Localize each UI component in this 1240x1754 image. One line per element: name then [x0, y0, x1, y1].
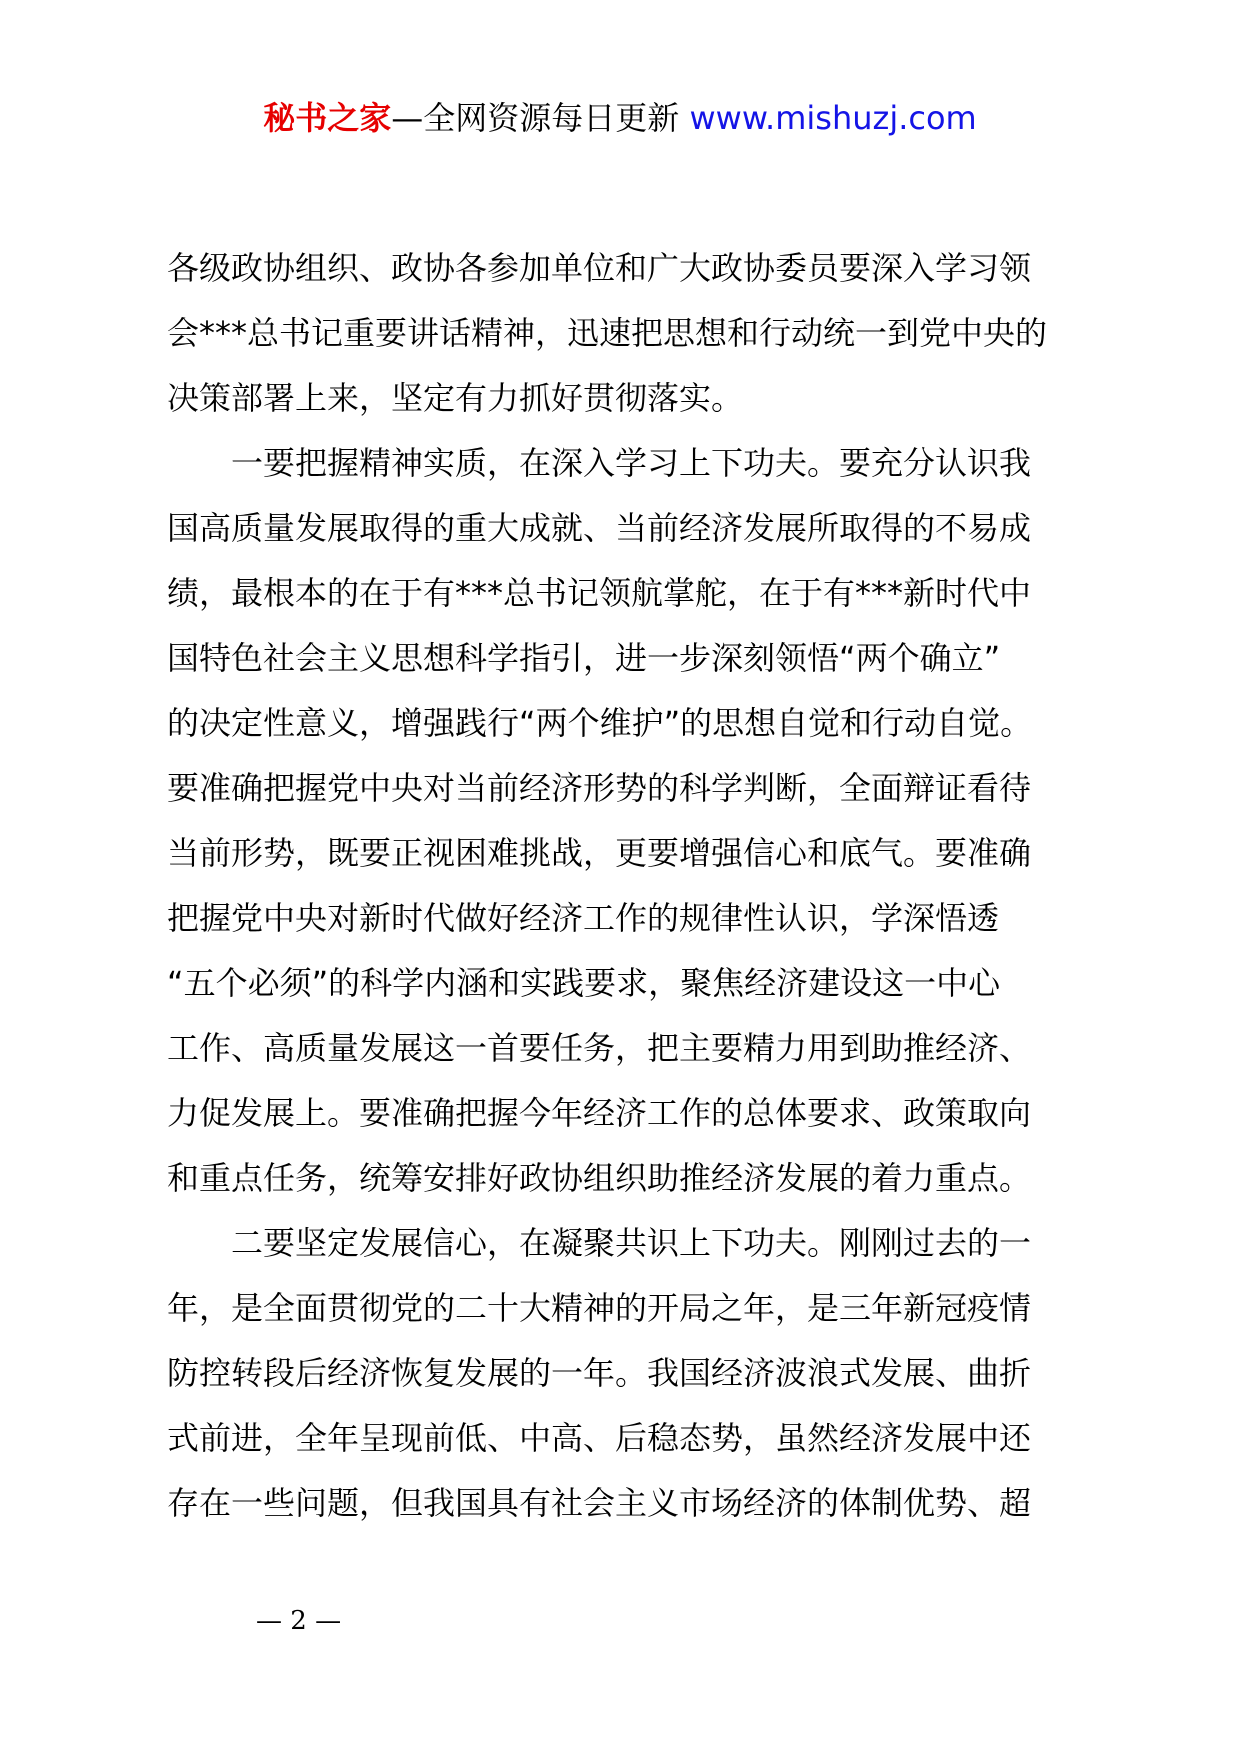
body-line: 国高质量发展取得的重大成就、当前经济发展所取得的不易成 — [167, 509, 1032, 547]
body-line: 当前形势，既要正视困难挑战，更要增强信心和底气。要准确 — [167, 834, 1032, 872]
document-body — [167, 236, 1097, 1536]
body-line: 绩，最根本的在于有***总书记领航掌舵，在于有***新时代中 — [167, 574, 1032, 612]
header-tagline: —全网资源每日更新 — [391, 99, 690, 137]
page-number: — 2 — — [256, 1606, 342, 1636]
body-line: 式前进，全年呈现前低、中高、后稳态势，虽然经济发展中还 — [167, 1419, 1032, 1457]
paragraph-start-line: 一要把握精神实质，在深入学习上下功夫。要充分认识我 — [231, 444, 1032, 482]
body-line: 要准确把握党中央对当前经济形势的科学判断，全面辩证看待 — [167, 769, 1032, 807]
site-header — [0, 98, 1240, 138]
body-line: 各级政协组织、政协各参加单位和广大政协委员要深入学习领 — [167, 249, 1032, 287]
paragraph-start-line: 二要坚定发展信心，在凝聚共识上下功夫。刚刚过去的一 — [231, 1224, 1032, 1262]
body-line: 年，是全面贯彻党的二十大精神的开局之年，是三年新冠疫情 — [167, 1289, 1032, 1327]
brand-name: 秘书之家 — [263, 99, 392, 137]
body-line: 和重点任务，统筹安排好政协组织助推经济发展的着力重点。 — [167, 1159, 1032, 1197]
body-line: 防控转段后经济恢复发展的一年。我国经济波浪式发展、曲折 — [167, 1354, 1032, 1392]
body-line: 工作、高质量发展这一首要任务，把主要精力用到助推经济、 — [167, 1029, 1032, 1067]
body-line: “五个必须”的科学内涵和实践要求，聚焦经济建设这一中心 — [167, 964, 1001, 1002]
body-line: 会***总书记重要讲话精神，迅速把思想和行动统一到党中央的 — [167, 314, 1048, 352]
site-url-link[interactable]: www.mishuzj.com — [689, 99, 977, 137]
body-line: 把握党中央对新时代做好经济工作的规律性认识，学深悟透 — [167, 899, 1000, 937]
body-line: 力促发展上。要准确把握今年经济工作的总体要求、政策取向 — [167, 1094, 1032, 1132]
body-line: 的决定性意义，增强践行“两个维护”的思想自觉和行动自觉。 — [167, 704, 1033, 742]
body-line: 存在一些问题，但我国具有社会主义市场经济的体制优势、超 — [167, 1484, 1032, 1522]
body-line: 国特色社会主义思想科学指引，进一步深刻领悟“两个确立” — [167, 639, 1001, 677]
body-line: 决策部署上来，坚定有力抓好贯彻落实。 — [167, 379, 744, 417]
